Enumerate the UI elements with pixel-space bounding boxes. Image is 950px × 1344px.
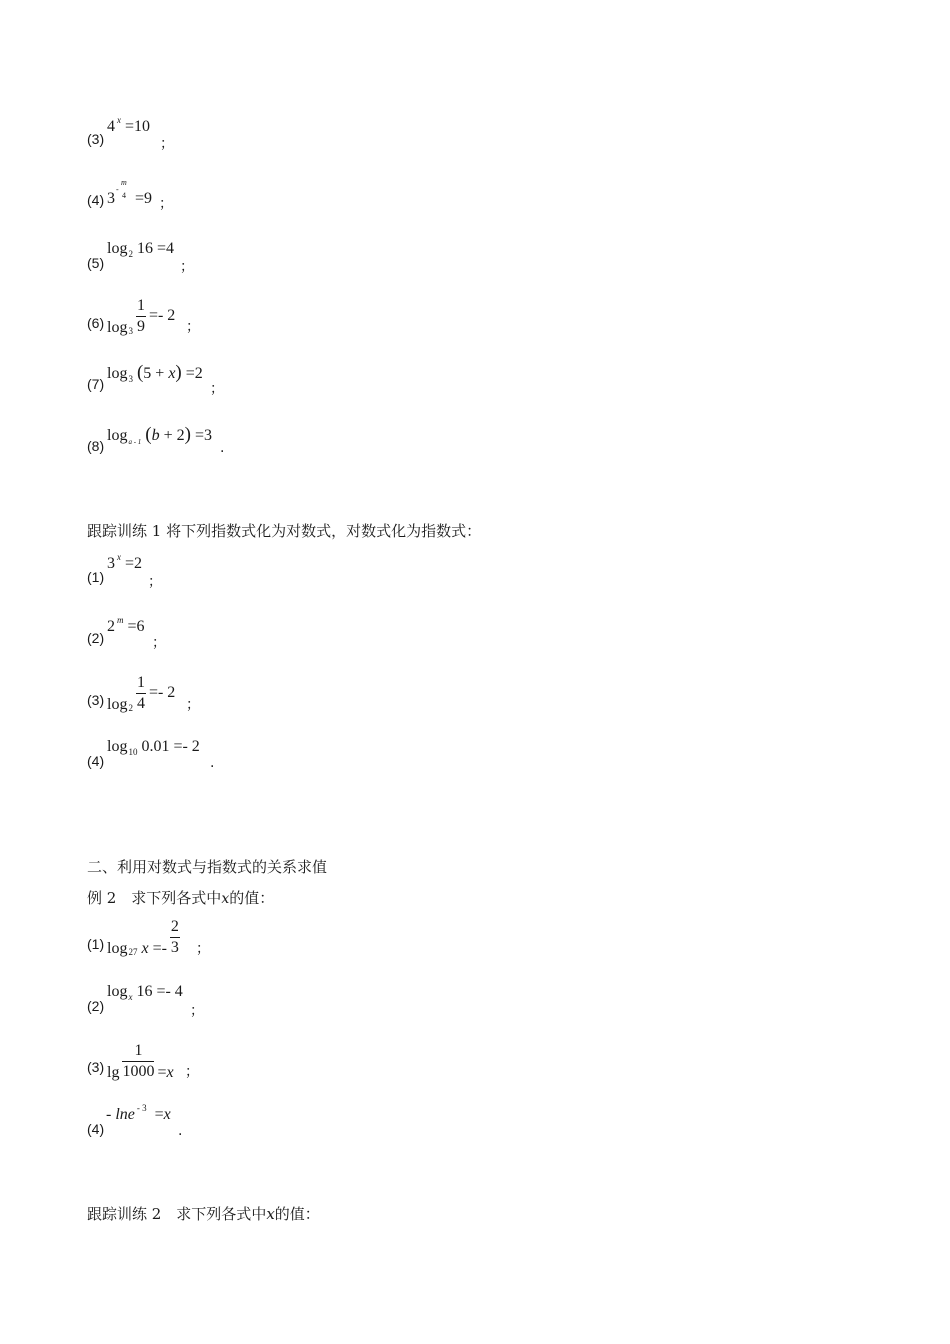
example-2-title: 例 2 求下列各式中x的值：	[87, 889, 275, 907]
math-expression: 3	[107, 190, 115, 207]
item-label: (1)	[87, 569, 105, 585]
math-expression: $\log_2$ $\frac{1}{4}$ =- 2	[107, 674, 176, 714]
math-expression: $\log_2 16 =4$	[107, 240, 174, 259]
item-label: (4)	[87, 192, 105, 208]
item-label: (4)	[87, 753, 105, 769]
math-expression: lg $\frac{1}{1000}$ =x	[107, 1042, 174, 1082]
math-expression: $\log_{10} 0.01 =- 2$	[107, 738, 200, 757]
section-heading: 二、利用对数式与指数式的关系求值	[87, 858, 328, 876]
math-expression: $\log_3 (5 + x) =2$	[107, 362, 203, 384]
item-label: (5)	[87, 255, 105, 271]
item-label: (3)	[87, 692, 105, 708]
math-expression: $\log_{a - 1} (b + 2) =3$	[107, 424, 213, 446]
item-label: (2)	[87, 998, 105, 1014]
math-expression: 3 $^x$ =2	[107, 552, 143, 572]
item-label: (2)	[87, 630, 105, 646]
item-label: (6)	[87, 315, 105, 331]
math-expression: $\log_x 16 =- 4$	[107, 983, 183, 1002]
math-expression: - lne $^{- 3}$ =x	[106, 1103, 171, 1123]
practice-1-title: 跟踪训练 1 将下列指数式化为对数式，对数式化为指数式：	[87, 522, 482, 540]
item-label: (3)	[87, 131, 105, 147]
math-expression: 4 $^x$ =10	[107, 115, 151, 135]
item-label: (3)	[87, 1059, 105, 1075]
item-label: (7)	[87, 376, 105, 392]
item-label: (4)	[87, 1121, 105, 1137]
math-expression: $\log_{27} x$ =- $\frac{2}{3}$	[107, 918, 179, 958]
math-expression: 2 $^m$ =6	[107, 615, 145, 635]
math-expression: $\log_3$ $\frac{1}{9}$ =- 2	[107, 297, 176, 337]
practice-2-title: 跟踪训练 2 求下列各式中x的值：	[87, 1205, 320, 1223]
item-label: (8)	[87, 438, 105, 454]
item-label: (1)	[87, 936, 105, 952]
